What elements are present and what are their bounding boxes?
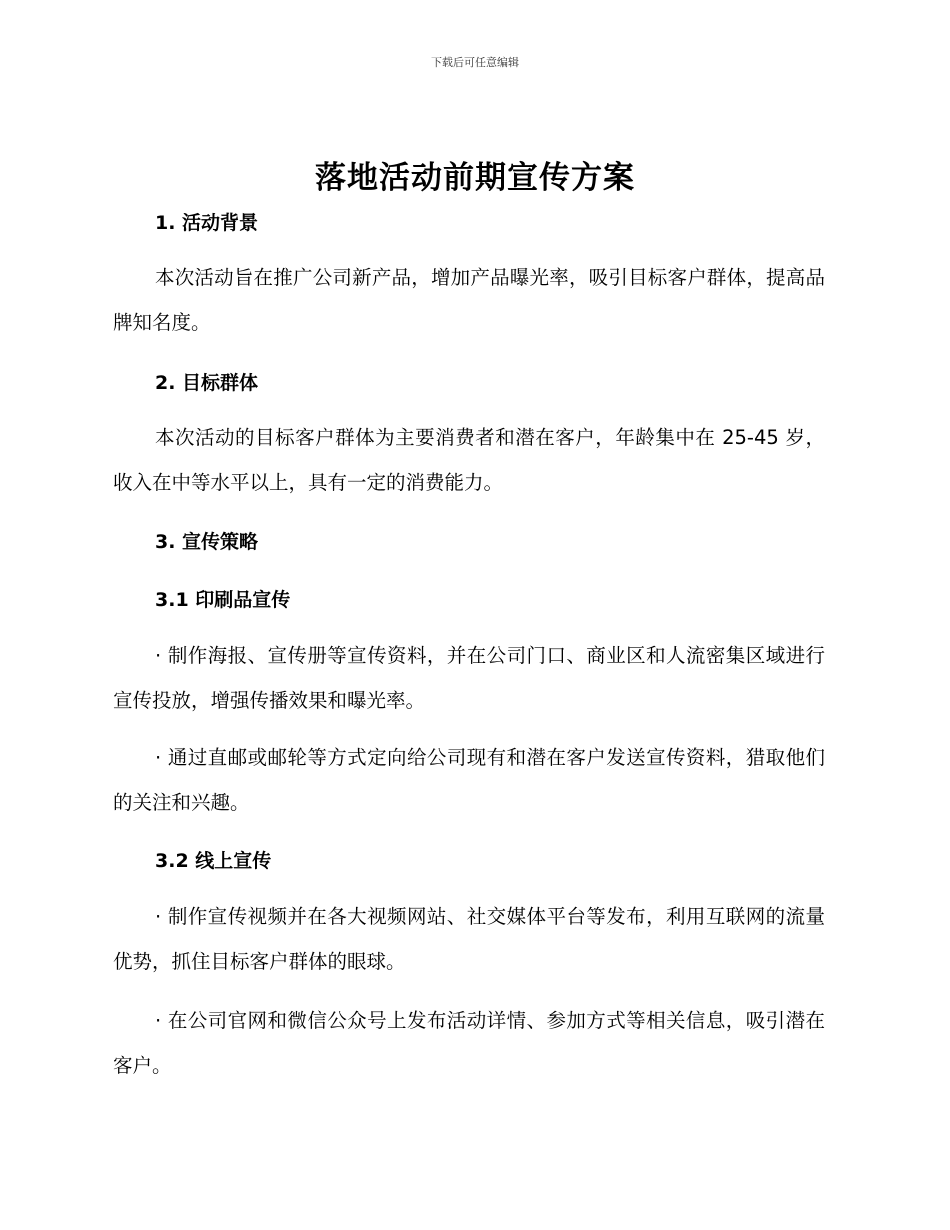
subsection-heading-print: 3.1 印刷品宣传	[155, 589, 291, 611]
document-title: 落地活动前期宣传方案	[315, 160, 635, 196]
paragraph-target: 本次活动的目标客户群体为主要消费者和潜在客户，年龄集中在 25-45 岁，收入在中等水平以上，具有一定的消费能力。	[113, 426, 825, 494]
page-header-note: 下载后可任意编辑	[431, 56, 519, 69]
paragraph-print-bullet-1: · 制作海报、宣传册等宣传资料，并在公司门口、商业区和人流密集区域进行宣传投放，增强传播效果和曝光率。	[113, 644, 825, 712]
section-heading-strategy: 3. 宣传策略	[155, 531, 259, 553]
section-heading-background: 1. 活动背景	[155, 212, 259, 234]
section-heading-target: 2. 目标群体	[155, 372, 259, 394]
paragraph-online-bullet-1: · 制作宣传视频并在各大视频网站、社交媒体平台等发布，利用互联网的流量优势，抓住目标客户群体的眼球。	[113, 905, 825, 973]
paragraph-background: 本次活动旨在推广公司新产品，增加产品曝光率，吸引目标客户群体，提高品牌知名度。	[113, 266, 825, 334]
paragraph-online-bullet-2: · 在公司官网和微信公众号上发布活动详情、参加方式等相关信息，吸引潜在客户。	[113, 1009, 825, 1077]
paragraph-print-bullet-2: · 通过直邮或邮轮等方式定向给公司现有和潜在客户发送宣传资料，猎取他们的关注和兴趣。	[113, 746, 825, 814]
subsection-heading-online: 3.2 线上宣传	[155, 850, 272, 872]
